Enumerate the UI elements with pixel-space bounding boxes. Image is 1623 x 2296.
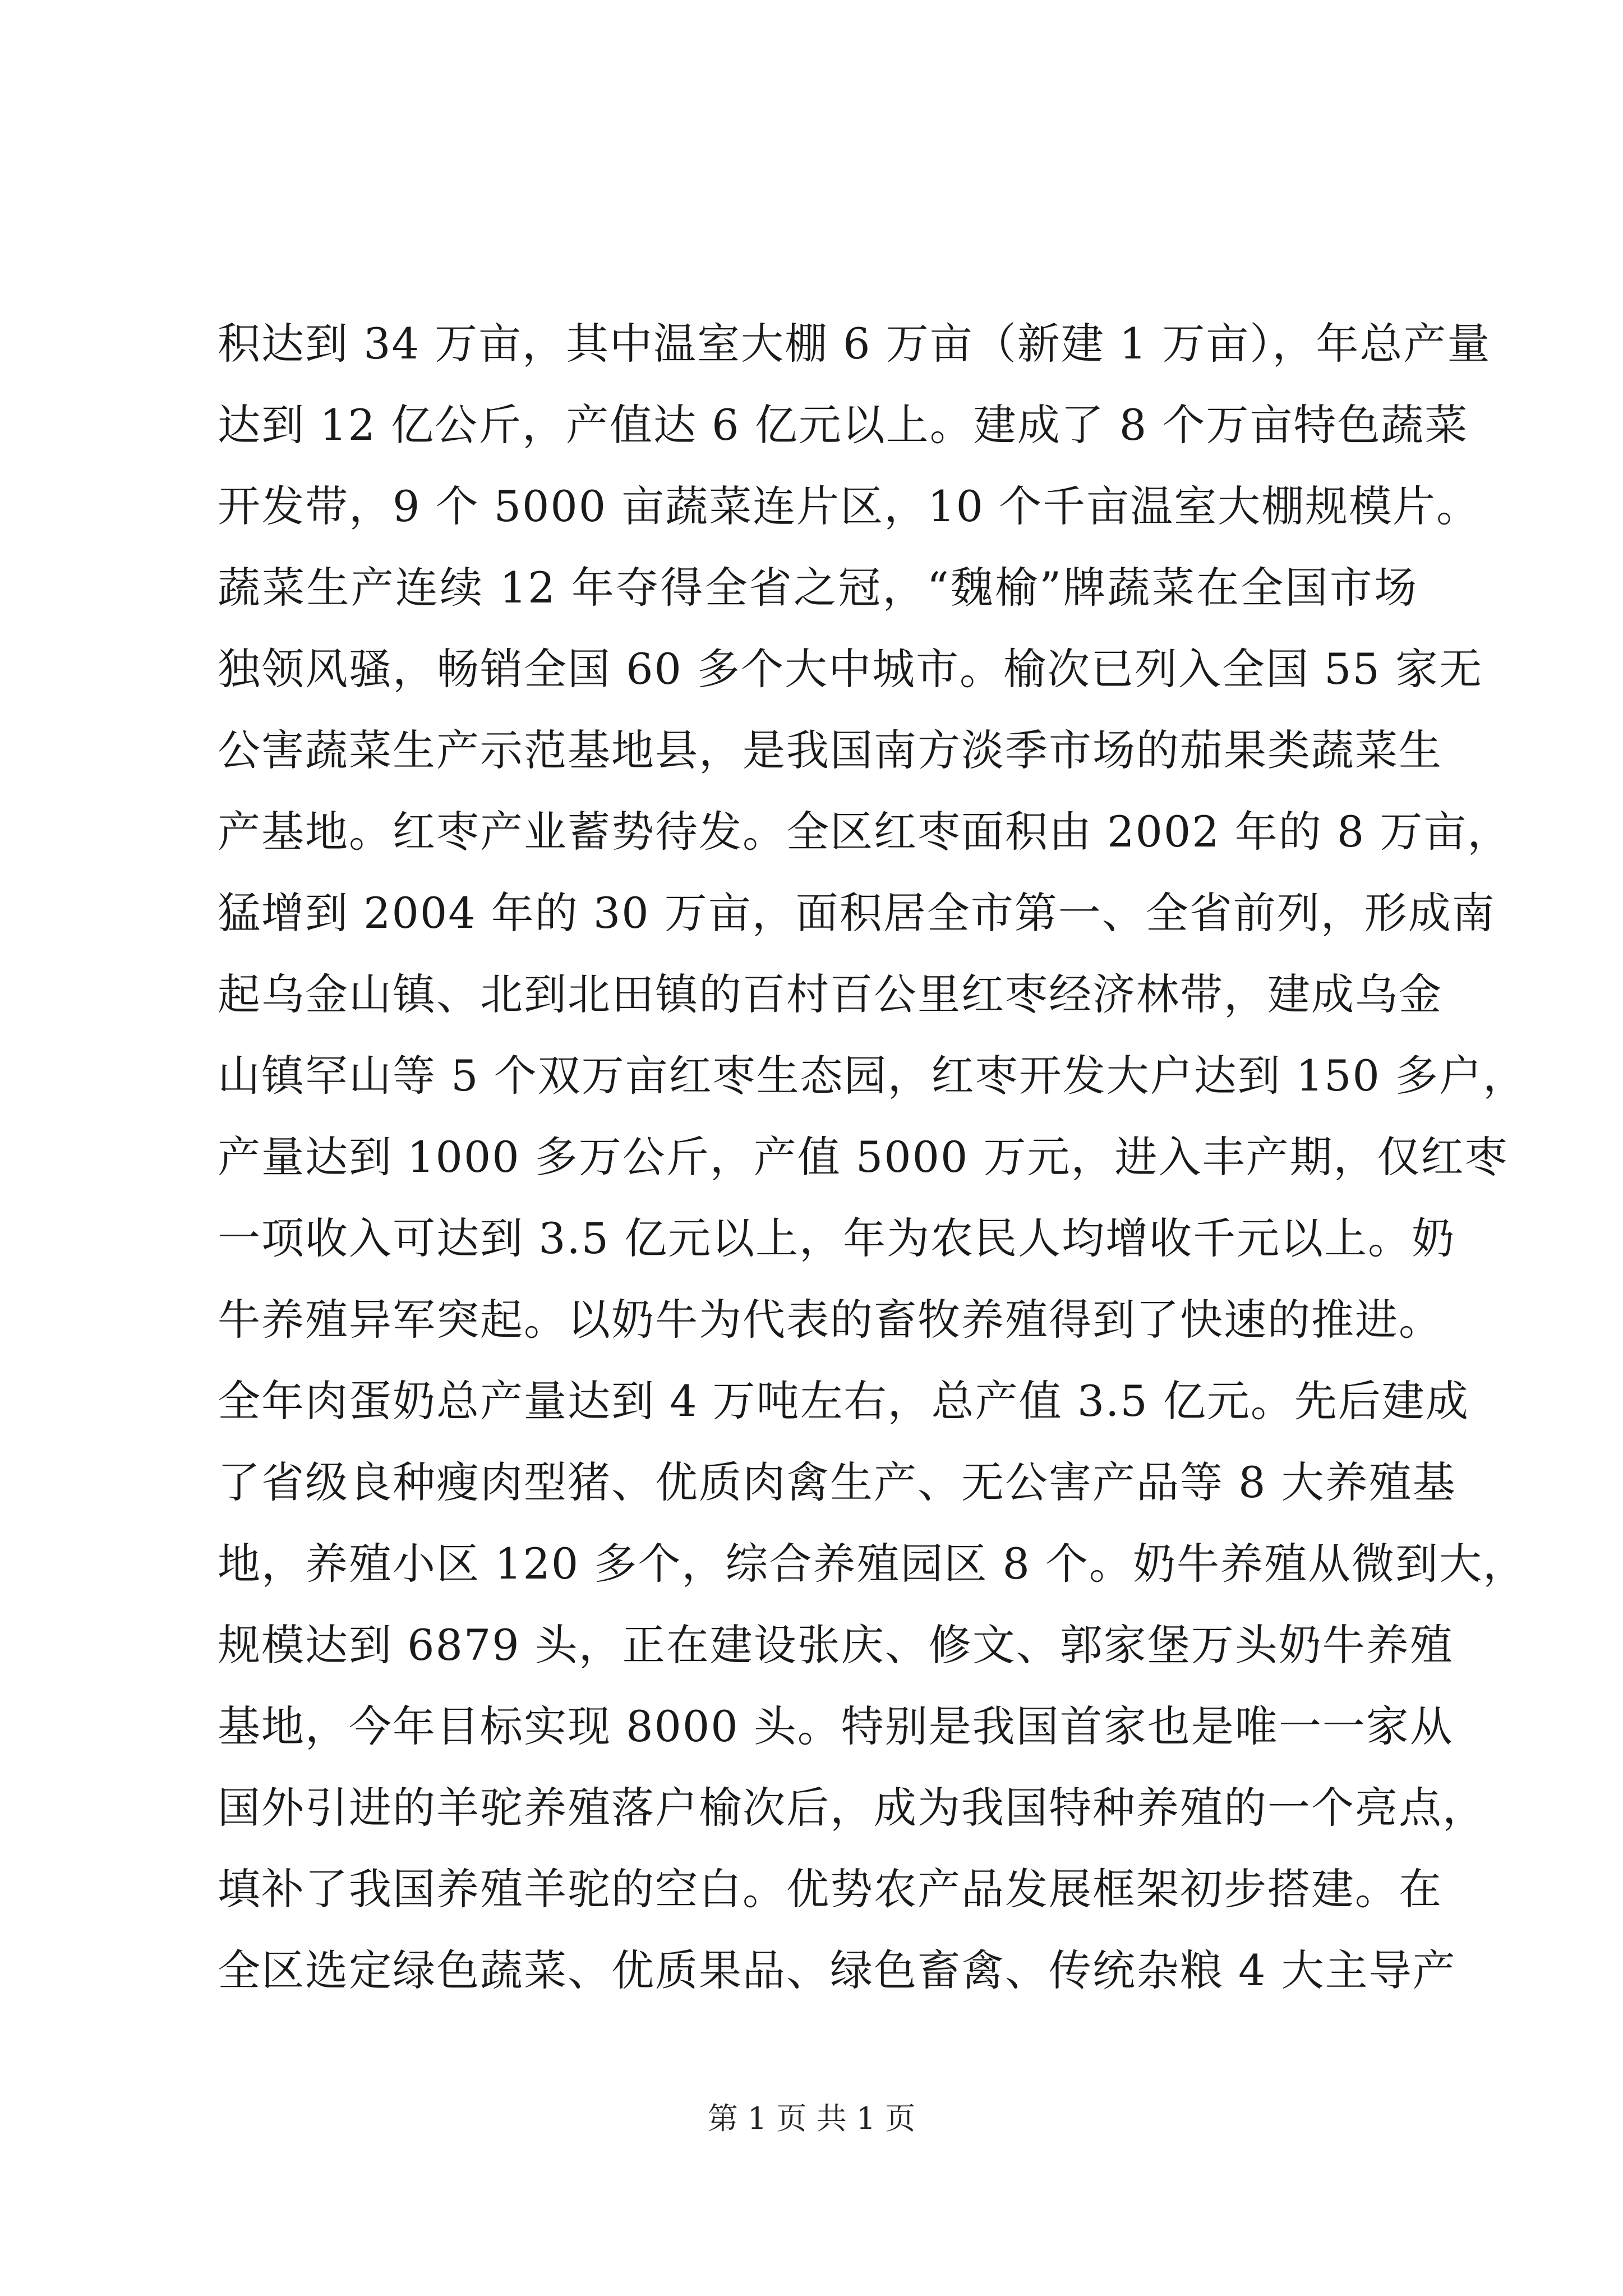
text-line: 蔬菜生产连续 12 年夺得全省之冠，“魏榆”牌蔬菜在全国市场 — [218, 563, 1418, 613]
text-line: 产基地。红枣产业蓄势待发。全区红枣面积由 2002 年的 8 万亩， — [218, 807, 1511, 857]
page-number-footer: 第 1 页 共 1 页 — [707, 2101, 916, 2136]
text-line: 公害蔬菜生产示范基地县，是我国南方淡季市场的茄果类蔬菜生 — [218, 725, 1442, 775]
text-line: 基地，今年目标实现 8000 头。特别是我国首家也是唯一一家从 — [218, 1701, 1454, 1751]
text-line: 全区选定绿色蔬菜、优质果品、绿色畜禽、传统杂粮 4 大主导产 — [218, 1945, 1456, 1995]
text-line: 开发带，9 个 5000 亩蔬菜连片区，10 个千亩温室大棚规模片。 — [218, 481, 1481, 531]
text-line: 一项收入可达到 3.5 亿元以上，年为农民人均增收千元以上。奶 — [218, 1213, 1456, 1263]
body-paragraph — [218, 303, 1527, 2011]
text-line: 达到 12 亿公斤，产值达 6 亿元以上。建成了 8 个万亩特色蔬菜 — [218, 400, 1469, 450]
text-line: 猛增到 2004 年的 30 万亩，面积居全市第一、全省前列，形成南 — [218, 888, 1496, 938]
text-line: 牛养殖异军突起。以奶牛为代表的畜牧养殖得到了快速的推进。 — [218, 1295, 1442, 1345]
text-line: 了省级良种瘦肉型猪、优质肉禽生产、无公害产品等 8 大养殖基 — [218, 1457, 1456, 1507]
text-line: 规模达到 6879 头，正在建设张庆、修文、郭家堡万头奶牛养殖 — [218, 1620, 1454, 1670]
text-line: 起乌金山镇、北到北田镇的百村百公里红枣经济林带，建成乌金 — [218, 969, 1442, 1019]
text-line: 山镇罕山等 5 个双万亩红枣生态园，红枣开发大户达到 150 多户， — [218, 1051, 1527, 1101]
text-line: 填补了我国养殖羊驼的空白。优势农产品发展框架初步搭建。在 — [218, 1864, 1442, 1914]
text-line: 全年肉蛋奶总产量达到 4 万吨左右，总产值 3.5 亿元。先后建成 — [218, 1376, 1469, 1426]
text-line: 国外引进的羊驼养殖落户榆次后，成为我国特种养殖的一个亮点， — [218, 1783, 1486, 1833]
text-line: 独领风骚，畅销全国 60 多个大中城市。榆次已列入全国 55 家无 — [218, 644, 1483, 694]
text-line: 产量达到 1000 多万公斤，产值 5000 万元，进入丰产期，仅红枣 — [218, 1132, 1509, 1182]
text-line: 地，养殖小区 120 多个，综合养殖园区 8 个。奶牛养殖从微到大， — [218, 1539, 1527, 1589]
text-line: 积达到 34 万亩，其中温室大棚 6 万亩（新建 1 万亩），年总产量 — [218, 319, 1491, 369]
